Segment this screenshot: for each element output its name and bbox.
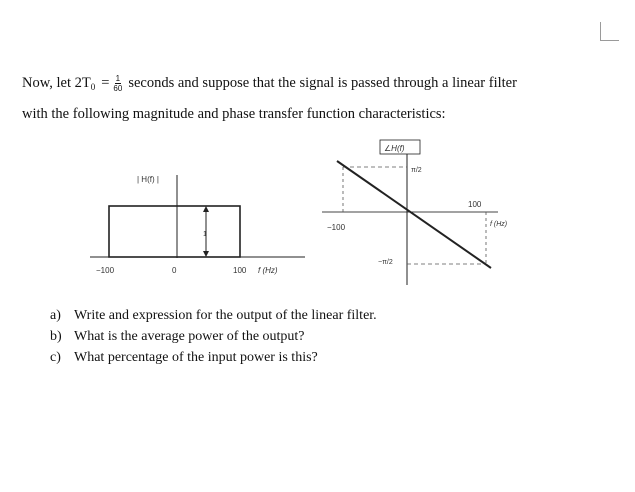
- question-a: [50, 305, 377, 326]
- fraction-denominator: 60: [113, 84, 123, 93]
- phase-x-unit: f (Hz): [490, 221, 508, 228]
- phase-title: ∠H(f): [384, 144, 405, 153]
- magnitude-plot: [90, 175, 305, 275]
- fraction-numerator: 1: [115, 74, 121, 83]
- mag-x-unit: f (Hz): [258, 266, 278, 275]
- mag-arrow-head-up: [203, 206, 209, 212]
- question-a-tag: a): [50, 308, 61, 323]
- question-list: [50, 305, 377, 368]
- mag-title: | H(f) |: [137, 175, 159, 184]
- question-c: [50, 347, 377, 368]
- mag-tick-neg100: −100: [96, 266, 115, 275]
- question-a-text: Write and expression for the output of the linear filter.: [74, 308, 377, 323]
- phase-tick-100: 100: [468, 200, 482, 209]
- question-c-tag: c): [50, 350, 61, 365]
- mag-tick-0: 0: [172, 266, 177, 275]
- intro-now-let: Now, let 2T: [22, 75, 91, 91]
- mag-tick-100: 100: [233, 266, 247, 275]
- intro-equals: =: [101, 75, 110, 91]
- mag-height-label: 1: [203, 231, 207, 238]
- question-b-tag: b): [50, 329, 62, 344]
- phase-plot: [322, 140, 507, 285]
- phase-bottom-label: −π/2: [378, 259, 393, 266]
- mag-passband-rect: [109, 206, 240, 257]
- question-b: [50, 326, 377, 347]
- phase-line: [337, 161, 491, 268]
- question-c-text: What percentage of the input power is this?: [74, 350, 318, 365]
- phase-top-label: π/2: [411, 167, 422, 174]
- intro-line-2: with the following magnitude and phase transfer function characteristics:: [22, 106, 446, 122]
- intro-rest: seconds and suppose that the signal is passed through a linear filter: [128, 75, 517, 91]
- phase-tick-neg100: −100: [327, 223, 346, 232]
- mag-arrow-head-down: [203, 251, 209, 257]
- intro-subscript: 0: [90, 81, 96, 92]
- question-b-text: What is the average power of the output?: [74, 329, 305, 344]
